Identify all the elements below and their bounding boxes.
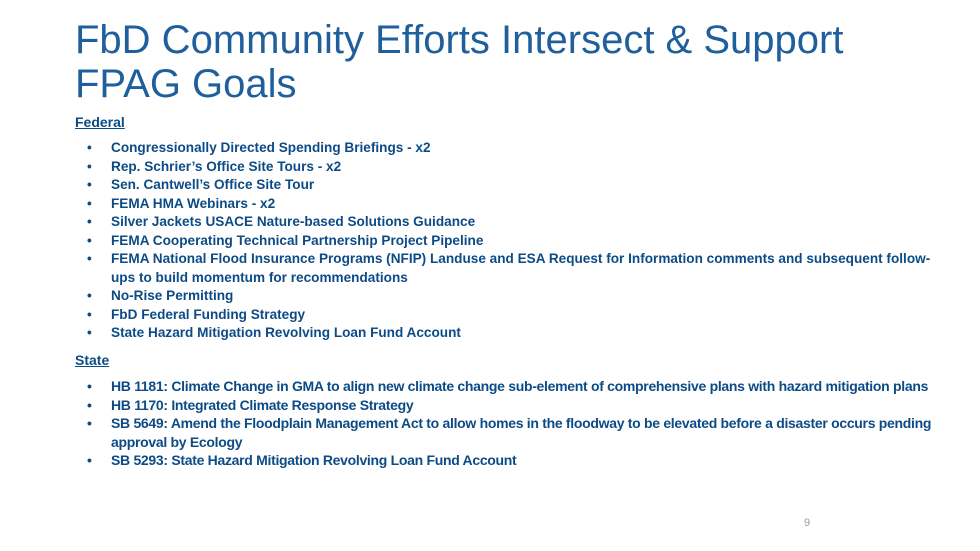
list-item-text: State Hazard Mitigation Revolving Loan Fund Account [111, 325, 461, 340]
bullet-icon: • [87, 251, 92, 266]
bullet-icon: • [87, 195, 92, 211]
list-item [75, 158, 947, 177]
list-item-text: FEMA Cooperating Technical Partnership Project Pipeline [111, 232, 484, 248]
list-item-text: SB 5293: State Hazard Mitigation Revolving Loan Fund Account [111, 452, 517, 468]
list-item-text: Silver Jackets USACE Nature-based Solutions Guidance [111, 214, 476, 229]
list-item [75, 195, 947, 214]
bullet-icon: • [87, 288, 92, 303]
bullet-icon: • [87, 325, 92, 340]
list-item [75, 414, 947, 451]
state-list [75, 377, 955, 470]
list-item [75, 324, 947, 343]
bullet-icon: • [87, 177, 92, 192]
bullet-icon: • [87, 306, 92, 322]
list-item-text: FbD Federal Funding Strategy [111, 306, 306, 322]
list-item-text: FEMA HMA Webinars - x2 [111, 195, 276, 211]
list-item-text: FEMA National Flood Insurance Programs (NFIP) Landuse and ESA Request for Information comments and subsequent follow-ups to build momentum for recommendations [111, 251, 931, 285]
bullet-icon: • [87, 378, 92, 394]
bullet-icon: • [87, 452, 92, 468]
bullet-icon: • [87, 214, 92, 229]
list-item [75, 287, 947, 306]
list-item [75, 213, 947, 232]
list-item [75, 232, 947, 251]
list-item [75, 396, 947, 415]
list-item [75, 306, 947, 325]
list-item [75, 377, 947, 396]
list-item [75, 176, 947, 195]
federal-list [75, 139, 955, 343]
list-item [75, 451, 947, 470]
page-number: 9 [804, 517, 811, 529]
bullet-icon: • [87, 396, 92, 413]
list-item-text: No-Rise Permitting [111, 288, 234, 303]
list-item-text: Congressionally Directed Spending Briefings - x2 [111, 140, 431, 155]
slide-title: FbD Community Efforts Intersect & Support FPAG Goals [75, 18, 844, 106]
federal-heading: Federal [75, 114, 125, 130]
bullet-icon: • [87, 232, 92, 248]
list-item-text: HB 1181: Climate Change in GMA to align new climate change sub-element of comprehensive plans with hazard mitigation plans [111, 378, 929, 394]
state-heading: State [75, 352, 110, 368]
bullet-icon: • [87, 140, 92, 155]
bullet-icon: • [87, 415, 92, 431]
federal-section [75, 113, 955, 343]
list-item [75, 250, 947, 287]
list-item-text: Sen. Cantwell’s Office Site Tour [111, 177, 315, 192]
list-item-text: SB 5649: Amend the Floodplain Management Act to allow homes in the floodway to be elevated before a disaster occurs pending approval by Ecology [111, 415, 932, 450]
list-item-text: Rep. Schrier’s Office Site Tours - x2 [111, 158, 342, 174]
list-item-text: HB 1170: Integrated Climate Response Strategy [111, 396, 414, 413]
list-item [75, 139, 947, 158]
bullet-icon: • [87, 158, 92, 174]
state-section [75, 351, 955, 470]
